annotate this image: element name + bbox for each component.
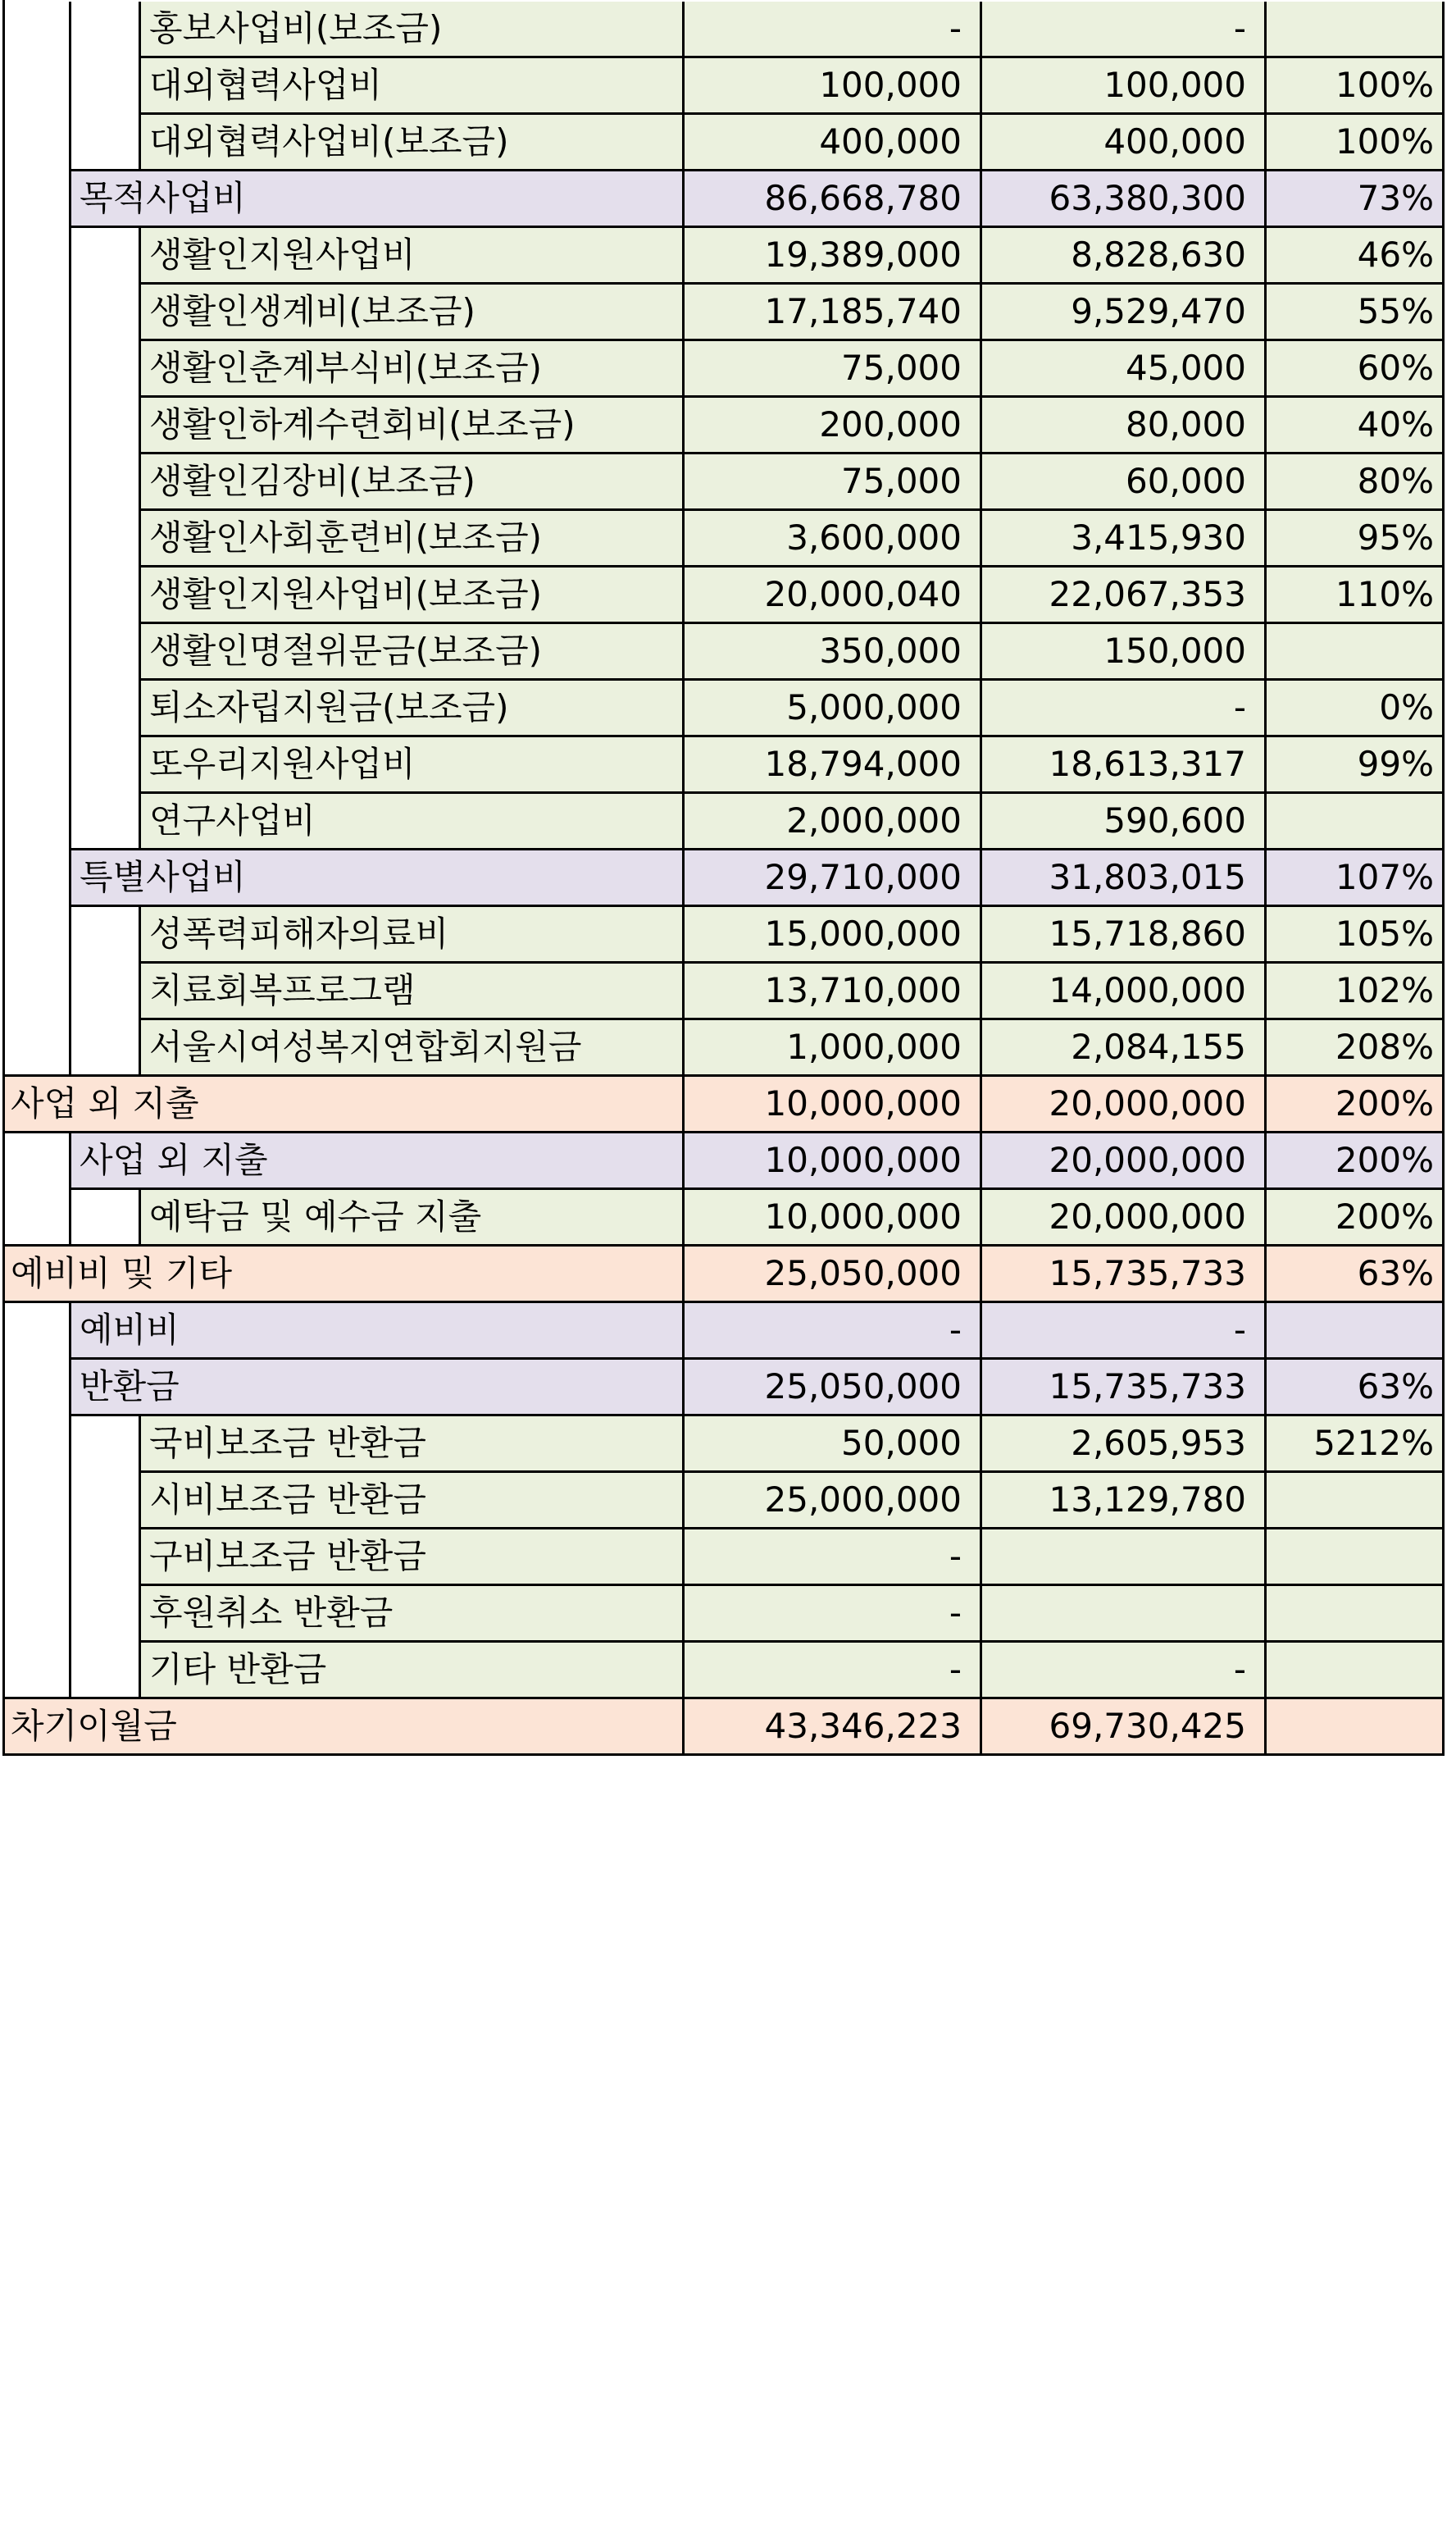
account-label: 생활인지원사업비(보조금) <box>141 568 685 624</box>
indent-cell <box>2 1529 71 1586</box>
execution-rate: 63% <box>1267 1360 1445 1416</box>
actual-amount: 2,084,155 <box>982 1020 1267 1077</box>
table-row <box>0 341 1456 398</box>
actual-amount: 31,803,015 <box>982 850 1267 907</box>
indent-cell <box>71 58 141 115</box>
execution-rate <box>1267 1643 1445 1699</box>
actual-amount: 400,000 <box>982 115 1267 171</box>
execution-rate: 73% <box>1267 171 1445 228</box>
indent-cell <box>71 2 141 58</box>
account-label: 예비비 및 기타 <box>2 1247 685 1303</box>
execution-rate: 5212% <box>1267 1416 1445 1473</box>
execution-rate: 63% <box>1267 1247 1445 1303</box>
budget-amount: - <box>685 1303 982 1360</box>
table-row <box>0 1699 1456 1756</box>
actual-amount: 22,067,353 <box>982 568 1267 624</box>
account-label: 국비보조금 반환금 <box>141 1416 685 1473</box>
indent-cell <box>71 907 141 964</box>
indent-cell <box>2 398 71 454</box>
execution-rate: 60% <box>1267 341 1445 398</box>
account-label: 퇴소자립지원금(보조금) <box>141 681 685 737</box>
budget-amount: 18,794,000 <box>685 737 982 794</box>
budget-amount: 75,000 <box>685 341 982 398</box>
table-row <box>0 907 1456 964</box>
actual-amount: 15,735,733 <box>982 1247 1267 1303</box>
actual-amount: - <box>982 1303 1267 1360</box>
execution-rate <box>1267 1699 1445 1756</box>
execution-rate: 100% <box>1267 58 1445 115</box>
account-label: 후원취소 반환금 <box>141 1586 685 1643</box>
execution-rate: 200% <box>1267 1077 1445 1133</box>
account-label: 차기이월금 <box>2 1699 685 1756</box>
budget-amount: 50,000 <box>685 1416 982 1473</box>
budget-amount: 200,000 <box>685 398 982 454</box>
budget-amount: 86,668,780 <box>685 171 982 228</box>
table-row <box>0 1473 1456 1529</box>
account-label: 사업 외 지출 <box>71 1133 685 1190</box>
indent-cell <box>2 511 71 568</box>
execution-rate <box>1267 2 1445 58</box>
table-row <box>0 1643 1456 1699</box>
table-row <box>0 454 1456 511</box>
budget-amount: 5,000,000 <box>685 681 982 737</box>
indent-cell <box>71 1020 141 1077</box>
indent-cell <box>2 1360 71 1416</box>
actual-amount: 150,000 <box>982 624 1267 681</box>
indent-cell <box>71 454 141 511</box>
account-label: 예비비 <box>71 1303 685 1360</box>
table-row <box>0 1303 1456 1360</box>
account-label: 사업 외 지출 <box>2 1077 685 1133</box>
budget-amount: - <box>685 1586 982 1643</box>
indent-cell <box>2 568 71 624</box>
budget-amount: 19,389,000 <box>685 228 982 285</box>
indent-cell <box>2 624 71 681</box>
indent-cell <box>71 964 141 1020</box>
table-row <box>0 737 1456 794</box>
indent-cell <box>71 681 141 737</box>
budget-amount: 29,710,000 <box>685 850 982 907</box>
execution-rate <box>1267 794 1445 850</box>
execution-rate: 80% <box>1267 454 1445 511</box>
account-label: 서울시여성복지연합회지원금 <box>141 1020 685 1077</box>
indent-cell <box>2 794 71 850</box>
budget-amount: 10,000,000 <box>685 1190 982 1247</box>
table-row <box>0 2 1456 58</box>
budget-amount: 13,710,000 <box>685 964 982 1020</box>
table-row <box>0 681 1456 737</box>
table-left-border <box>2 0 5 1756</box>
account-label: 또우리지원사업비 <box>141 737 685 794</box>
table-row <box>0 58 1456 115</box>
account-label: 생활인김장비(보조금) <box>141 454 685 511</box>
execution-rate: 40% <box>1267 398 1445 454</box>
actual-amount: 20,000,000 <box>982 1077 1267 1133</box>
budget-amount: 1,000,000 <box>685 1020 982 1077</box>
execution-rate: 95% <box>1267 511 1445 568</box>
table-row <box>0 1360 1456 1416</box>
budget-amount: 20,000,040 <box>685 568 982 624</box>
indent-cell <box>2 1416 71 1473</box>
budget-amount: - <box>685 2 982 58</box>
account-label: 목적사업비 <box>71 171 685 228</box>
budget-amount: - <box>685 1643 982 1699</box>
actual-amount: 15,718,860 <box>982 907 1267 964</box>
indent-cell <box>71 1586 141 1643</box>
actual-amount: 69,730,425 <box>982 1699 1267 1756</box>
account-label: 반환금 <box>71 1360 685 1416</box>
indent-cell <box>71 228 141 285</box>
indent-cell <box>71 1416 141 1473</box>
actual-amount: 15,735,733 <box>982 1360 1267 1416</box>
indent-cell <box>2 964 71 1020</box>
table-row <box>0 1416 1456 1473</box>
execution-rate: 55% <box>1267 285 1445 341</box>
indent-cell <box>2 681 71 737</box>
indent-cell <box>71 398 141 454</box>
execution-rate: 102% <box>1267 964 1445 1020</box>
indent-cell <box>2 58 71 115</box>
indent-cell <box>71 511 141 568</box>
indent-cell <box>71 341 141 398</box>
table-row <box>0 568 1456 624</box>
indent-cell <box>71 568 141 624</box>
actual-amount: 18,613,317 <box>982 737 1267 794</box>
actual-amount: 20,000,000 <box>982 1190 1267 1247</box>
account-label: 구비보조금 반환금 <box>141 1529 685 1586</box>
table-row <box>0 228 1456 285</box>
budget-amount: 10,000,000 <box>685 1077 982 1133</box>
account-label: 생활인춘계부식비(보조금) <box>141 341 685 398</box>
execution-rate: 200% <box>1267 1133 1445 1190</box>
actual-amount: 9,529,470 <box>982 285 1267 341</box>
table-row <box>0 1077 1456 1133</box>
execution-rate: 105% <box>1267 907 1445 964</box>
budget-amount: 350,000 <box>685 624 982 681</box>
actual-amount: - <box>982 681 1267 737</box>
budget-amount: 15,000,000 <box>685 907 982 964</box>
actual-amount: 60,000 <box>982 454 1267 511</box>
indent-cell <box>2 1133 71 1190</box>
indent-cell <box>71 794 141 850</box>
budget-amount: 10,000,000 <box>685 1133 982 1190</box>
account-label: 생활인하계수련회비(보조금) <box>141 398 685 454</box>
table-row <box>0 1529 1456 1586</box>
table-row <box>0 850 1456 907</box>
actual-amount <box>982 1586 1267 1643</box>
indent-cell <box>2 1190 71 1247</box>
indent-cell <box>2 1020 71 1077</box>
table-row <box>0 115 1456 171</box>
execution-rate <box>1267 1586 1445 1643</box>
indent-cell <box>71 1190 141 1247</box>
indent-cell <box>2 1473 71 1529</box>
account-label: 홍보사업비(보조금) <box>141 2 685 58</box>
table-row <box>0 964 1456 1020</box>
indent-cell <box>2 2 71 58</box>
execution-rate: 110% <box>1267 568 1445 624</box>
indent-cell <box>71 624 141 681</box>
indent-cell <box>2 850 71 907</box>
budget-amount: 43,346,223 <box>685 1699 982 1756</box>
execution-rate <box>1267 1473 1445 1529</box>
budget-amount: 100,000 <box>685 58 982 115</box>
indent-cell <box>2 341 71 398</box>
actual-amount: 63,380,300 <box>982 171 1267 228</box>
execution-rate: 208% <box>1267 1020 1445 1077</box>
table-row <box>0 1190 1456 1247</box>
indent-cell <box>2 115 71 171</box>
execution-rate: 0% <box>1267 681 1445 737</box>
table-row <box>0 171 1456 228</box>
table-row <box>0 1247 1456 1303</box>
actual-amount: - <box>982 2 1267 58</box>
account-label: 시비보조금 반환금 <box>141 1473 685 1529</box>
account-label: 예탁금 및 예수금 지출 <box>141 1190 685 1247</box>
budget-amount: - <box>685 1529 982 1586</box>
account-label: 생활인생계비(보조금) <box>141 285 685 341</box>
execution-rate: 100% <box>1267 115 1445 171</box>
account-label: 생활인명절위문금(보조금) <box>141 624 685 681</box>
budget-amount: 25,050,000 <box>685 1360 982 1416</box>
actual-amount: 14,000,000 <box>982 964 1267 1020</box>
indent-cell <box>71 1529 141 1586</box>
table-row <box>0 285 1456 341</box>
actual-amount: 100,000 <box>982 58 1267 115</box>
indent-cell <box>71 1473 141 1529</box>
table-row <box>0 1133 1456 1190</box>
budget-amount: 25,050,000 <box>685 1247 982 1303</box>
execution-rate: 200% <box>1267 1190 1445 1247</box>
actual-amount: 45,000 <box>982 341 1267 398</box>
budget-amount: 3,600,000 <box>685 511 982 568</box>
indent-cell <box>2 1586 71 1643</box>
indent-cell <box>71 285 141 341</box>
execution-rate <box>1267 1303 1445 1360</box>
actual-amount: 8,828,630 <box>982 228 1267 285</box>
table-row <box>0 624 1456 681</box>
table-row <box>0 794 1456 850</box>
budget-amount: 17,185,740 <box>685 285 982 341</box>
indent-cell <box>2 907 71 964</box>
actual-amount: 3,415,930 <box>982 511 1267 568</box>
table-row <box>0 1586 1456 1643</box>
indent-cell <box>71 737 141 794</box>
actual-amount: - <box>982 1643 1267 1699</box>
actual-amount: 590,600 <box>982 794 1267 850</box>
account-label: 대외협력사업비 <box>141 58 685 115</box>
account-label: 특별사업비 <box>71 850 685 907</box>
account-label: 생활인지원사업비 <box>141 228 685 285</box>
account-label: 기타 반환금 <box>141 1643 685 1699</box>
account-label: 치료회복프로그램 <box>141 964 685 1020</box>
execution-rate <box>1267 624 1445 681</box>
budget-amount: 25,000,000 <box>685 1473 982 1529</box>
actual-amount <box>982 1529 1267 1586</box>
indent-cell <box>2 737 71 794</box>
indent-cell <box>2 228 71 285</box>
indent-cell <box>2 171 71 228</box>
indent-cell <box>2 1643 71 1699</box>
execution-rate <box>1267 1529 1445 1586</box>
indent-cell <box>71 1643 141 1699</box>
actual-amount: 80,000 <box>982 398 1267 454</box>
account-label: 연구사업비 <box>141 794 685 850</box>
indent-cell <box>71 115 141 171</box>
indent-cell <box>2 1303 71 1360</box>
actual-amount: 13,129,780 <box>982 1473 1267 1529</box>
account-label: 성폭력피해자의료비 <box>141 907 685 964</box>
table-row <box>0 1020 1456 1077</box>
budget-amount: 400,000 <box>685 115 982 171</box>
actual-amount: 20,000,000 <box>982 1133 1267 1190</box>
indent-cell <box>2 454 71 511</box>
indent-cell <box>2 285 71 341</box>
execution-rate: 99% <box>1267 737 1445 794</box>
budget-amount: 75,000 <box>685 454 982 511</box>
execution-rate: 107% <box>1267 850 1445 907</box>
execution-rate: 46% <box>1267 228 1445 285</box>
table-row <box>0 511 1456 568</box>
actual-amount: 2,605,953 <box>982 1416 1267 1473</box>
account-label: 대외협력사업비(보조금) <box>141 115 685 171</box>
table-bottom-border <box>2 1753 5 1756</box>
table-row <box>0 398 1456 454</box>
account-label: 생활인사회훈련비(보조금) <box>141 511 685 568</box>
budget-amount: 2,000,000 <box>685 794 982 850</box>
